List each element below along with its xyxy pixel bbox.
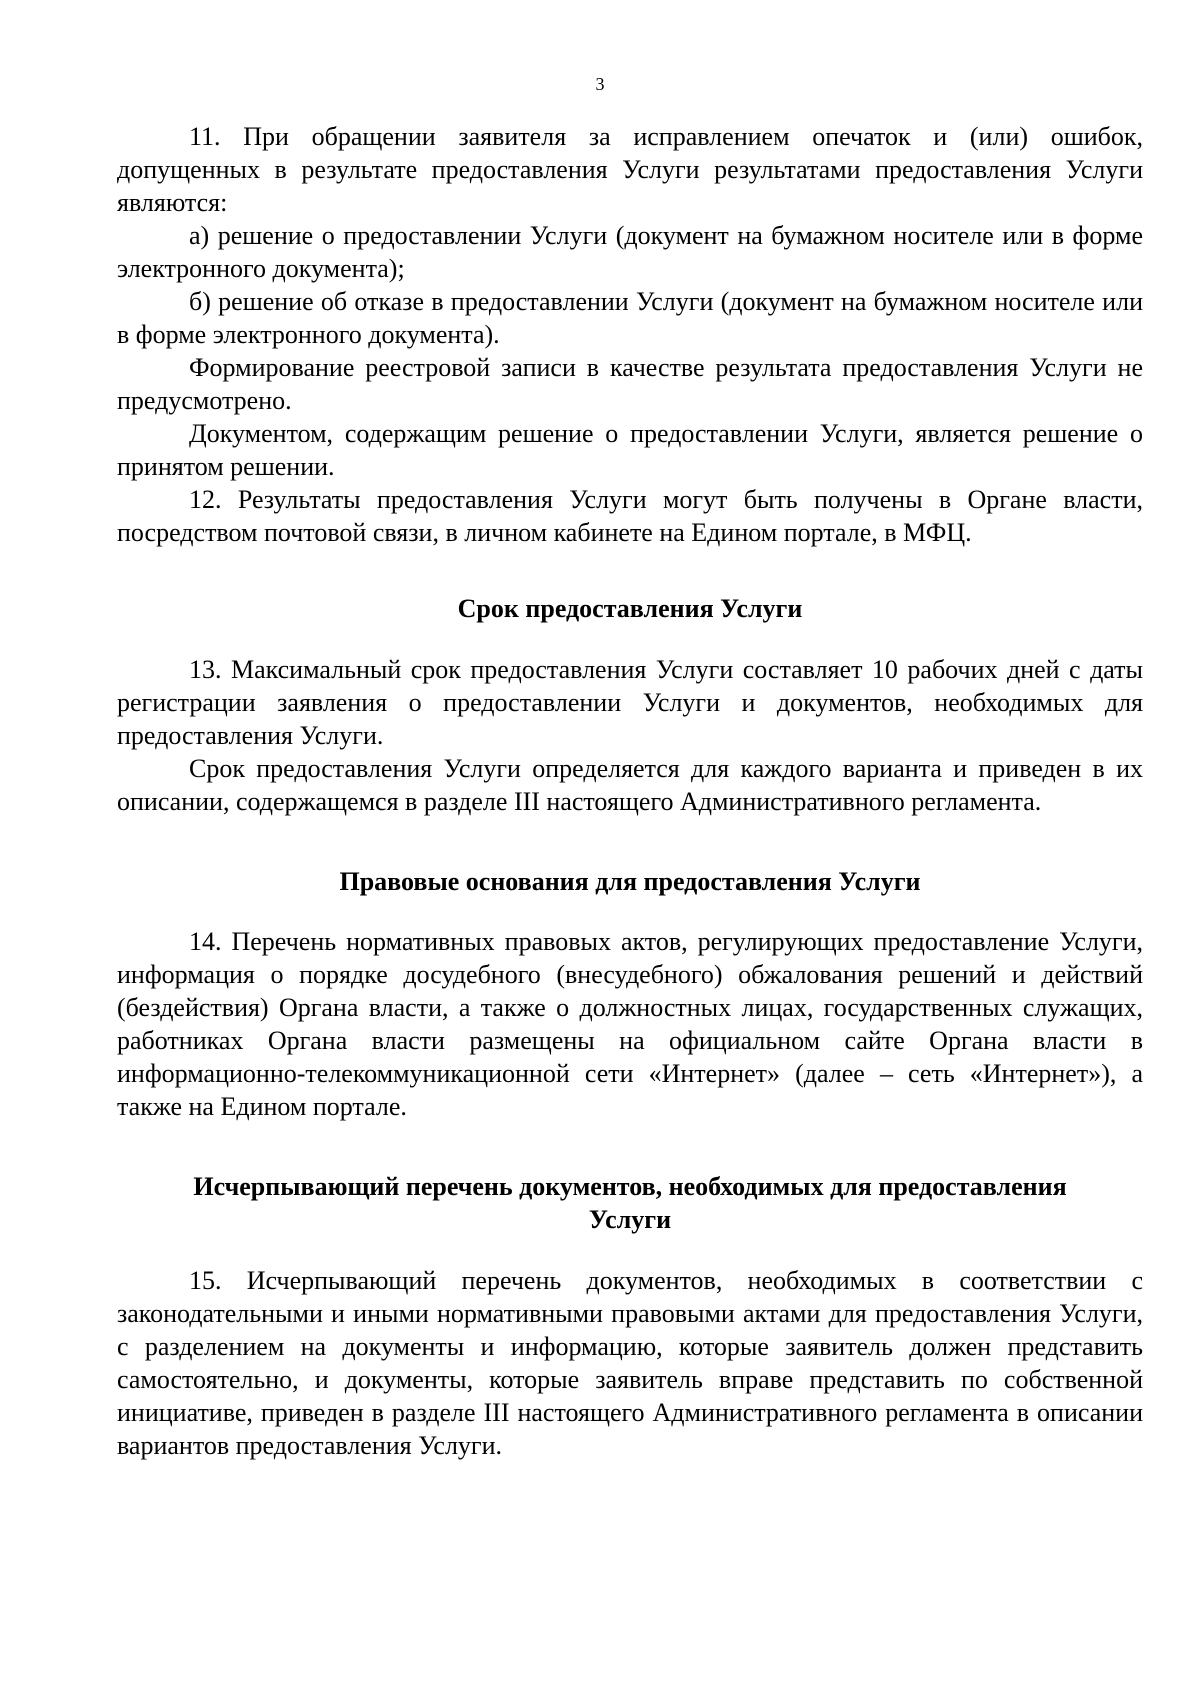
paragraph-12: 12. Результаты предоставления Услуги могут быть получены в Органе власти, посредством почтовой связи, в личном кабинете на Едином портале, в МФЦ.: [117, 485, 1143, 547]
paragraph-11: 11. При обращении заявителя за исправлением опечаток и (или) ошибок, допущенных в результате предоставления Услуги результатами предоставления Услуги являются:: [117, 122, 1143, 217]
paragraph-11-a: а) решение о предоставлении Услуги (документ на бумажном носителе или в форме электронного документа);: [117, 221, 1143, 283]
paragraph-11-b: б) решение об отказе в предоставлении Услуги (документ на бумажном носителе или в форме электронного документа).: [117, 287, 1143, 349]
section-heading-documents-line2: Услуги: [588, 1205, 672, 1234]
section-heading-documents-line1: Исчерпывающий перечень документов, необходимых для предоставления: [193, 1172, 1067, 1201]
paragraph-13: 13. Максимальный срок предоставления Услуги составляет 10 рабочих дней с даты регистрации заявления о предоставлении Услуги и документов, необходимых для предоставления Услуги.: [117, 655, 1143, 750]
paragraph-decision-document: Документом, содержащим решение о предоставлении Услуги, является решение о принятом решении.: [117, 419, 1143, 481]
paragraph-registry-record: Формирование реестровой записи в качестве результата предоставления Услуги не предусмотрено.: [117, 353, 1143, 415]
paragraph-15: 15. Исчерпывающий перечень документов, необходимых в соответствии с законодательными и иными нормативными правовыми актами для предоставления Услуги, с разделением на документы и информацию, которые заявитель должен представить самостоятельно, и документы, которые заявитель вправе представить по собственной инициативе, приведен в разделе III настоящего Административного регламента в описании вариантов предоставления Услуги.: [117, 1266, 1143, 1460]
paragraph-term-variants: Срок предоставления Услуги определяется для каждого варианта и приведен в их описании, содержащемся в разделе III настоящего Административного регламента.: [117, 754, 1143, 816]
section-heading-term: Срок предоставления Услуги: [457, 594, 803, 623]
section-heading-documents: [117, 1170, 1143, 1236]
page-number: 3: [595, 74, 605, 94]
paragraph-14: 14. Перечень нормативных правовых актов, регулирующих предоставление Услуги, информация о порядке досудебного (внесудебного) обжалования решений и действий (бездействия) Органа власти, а также о должностных лицах, государственных служащих, работниках Органа власти размещены на официальном сайте Органа власти в информационно-телекоммуникационной сети «Интернет» (далее – сеть «Интернет»), а также на Едином портале.: [117, 927, 1143, 1121]
document-body: [117, 120, 1143, 1462]
section-heading-legal-grounds: Правовые основания для предоставления Услуги: [339, 867, 921, 896]
